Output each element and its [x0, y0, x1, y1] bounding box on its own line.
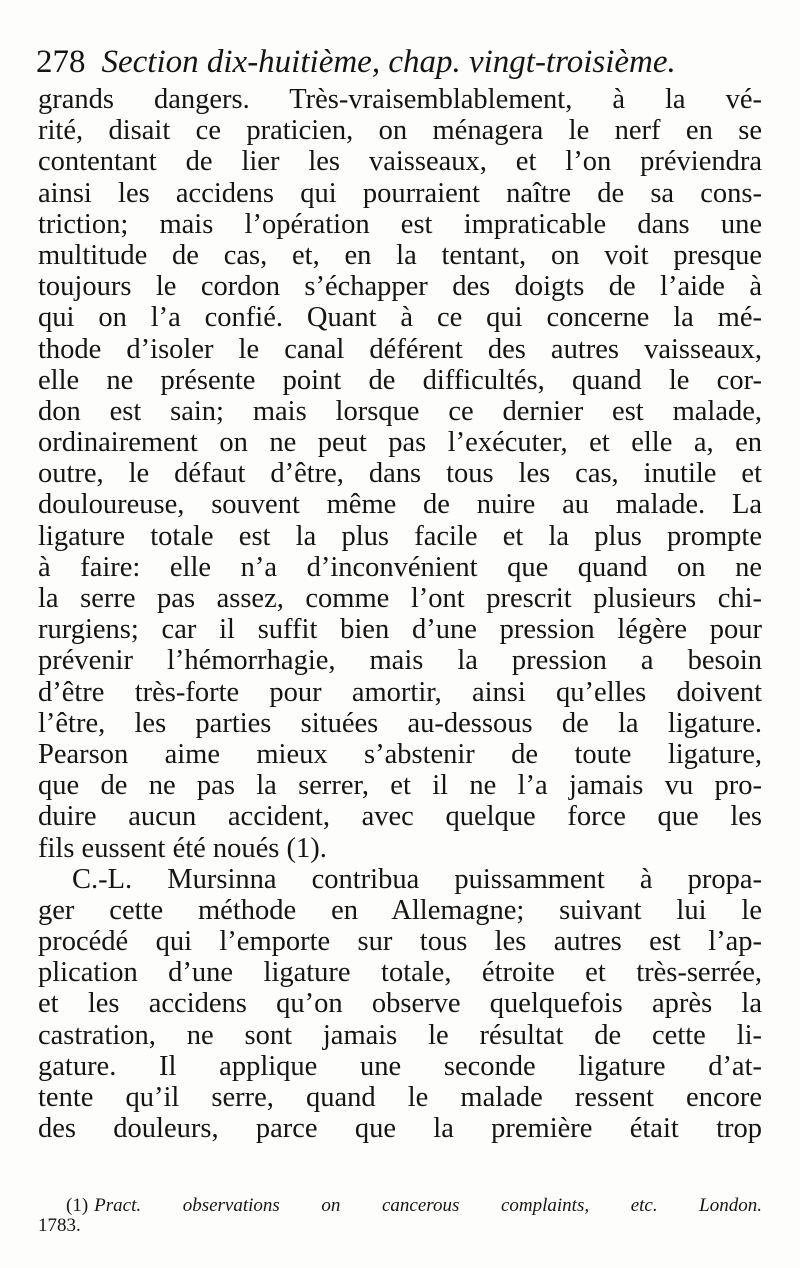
text-line: rurgiens; car il suffit bien d’une pression légère pour — [38, 614, 762, 646]
text-line: thode d’isoler le canal déférent des autres vaisseaux, — [38, 333, 762, 365]
footnote-line: 1783. — [38, 1215, 81, 1236]
text-line: procédé qui l’emporte sur tous les autres est l’ap- — [38, 926, 762, 958]
text-line: C.-L. Mursinna contribua puissamment à propa- — [72, 863, 762, 895]
footnote — [38, 1196, 762, 1236]
footnote-citation: Pract. observations on cancerous complaints, etc. London. — [94, 1195, 762, 1216]
text-line: elle ne présente point de difficultés, quand le cor- — [38, 364, 762, 396]
text-line: la serre pas assez, comme l’ont prescrit plusieurs chi- — [38, 583, 762, 614]
text-line: toujours le cordon s’échapper des doigts de l’aide à — [38, 271, 762, 303]
text-line: qui on l’a confié. Quant à ce qui concerne la mé- — [38, 302, 762, 334]
running-head: Section dix-huitième, chap. vingt-troisième. — [101, 44, 676, 80]
page-number: 278 — [36, 44, 86, 80]
text-line: d’être très-forte pour amortir, ainsi qu’elles doivent — [38, 676, 762, 708]
text-line: grands dangers. Très-vraisemblablement, à la vé- — [38, 84, 762, 115]
text-line: plication d’une ligature totale, étroite et très-serrée, — [38, 957, 762, 989]
text-line: multitude de cas, et, en la tentant, on voit presque — [38, 239, 762, 271]
text-line: ger cette méthode en Allemagne; suivant lui le — [38, 894, 762, 926]
text-line: duire aucun accident, avec quelque force que les — [38, 801, 762, 833]
text-line: que de ne pas la serrer, et il ne l’a jamais vu pro- — [38, 770, 762, 802]
page-header — [36, 40, 766, 84]
text-line: prévenir l’hémorrhagie, mais la pression a besoin — [38, 645, 762, 677]
footnote-line — [38, 1196, 762, 1216]
text-line: castration, ne sont jamais le résultat de cette li- — [38, 1019, 762, 1051]
text-line: ligature totale est la plus facile et la plus prompte — [38, 520, 762, 552]
text-line: douloureuse, souvent même de nuire au malade. La — [38, 489, 762, 521]
text-line: des douleurs, parce que la première était trop — [38, 1113, 762, 1145]
text-line: et les accidens qu’on observe quelquefois après la — [38, 988, 762, 1020]
text-line: outre, le défaut d’être, dans tous les cas, inutile et — [38, 458, 762, 490]
text-line: rité, disait ce praticien, on ménagera le nerf en se — [38, 115, 762, 147]
text-line: ainsi les accidens qui pourraient naître de sa cons- — [38, 177, 762, 209]
body-text — [38, 84, 762, 1144]
text-line: tente qu’il serre, quand le malade ressent encore — [38, 1082, 762, 1113]
text-line: fils eussent été noués (1). — [38, 832, 327, 864]
text-line: Pearson aime mieux s’abstenir de toute ligature, — [38, 738, 762, 770]
text-line: l’être, les parties situées au-dessous de la ligature. — [38, 707, 762, 739]
text-line: ordinairement on ne peut pas l’exécuter, et elle a, en — [38, 427, 762, 459]
footnote-marker: (1) — [66, 1195, 89, 1216]
text-line: don est sain; mais lorsque ce dernier est malade, — [38, 395, 762, 427]
text-line: contentant de lier les vaisseaux, et l’on préviendra — [38, 146, 762, 178]
text-line: à faire: elle n’a d’inconvénient que quand on ne — [38, 551, 762, 583]
text-line: triction; mais l’opération est impraticable dans une — [38, 208, 762, 240]
text-line: gature. Il applique une seconde ligature d’at- — [38, 1050, 762, 1082]
